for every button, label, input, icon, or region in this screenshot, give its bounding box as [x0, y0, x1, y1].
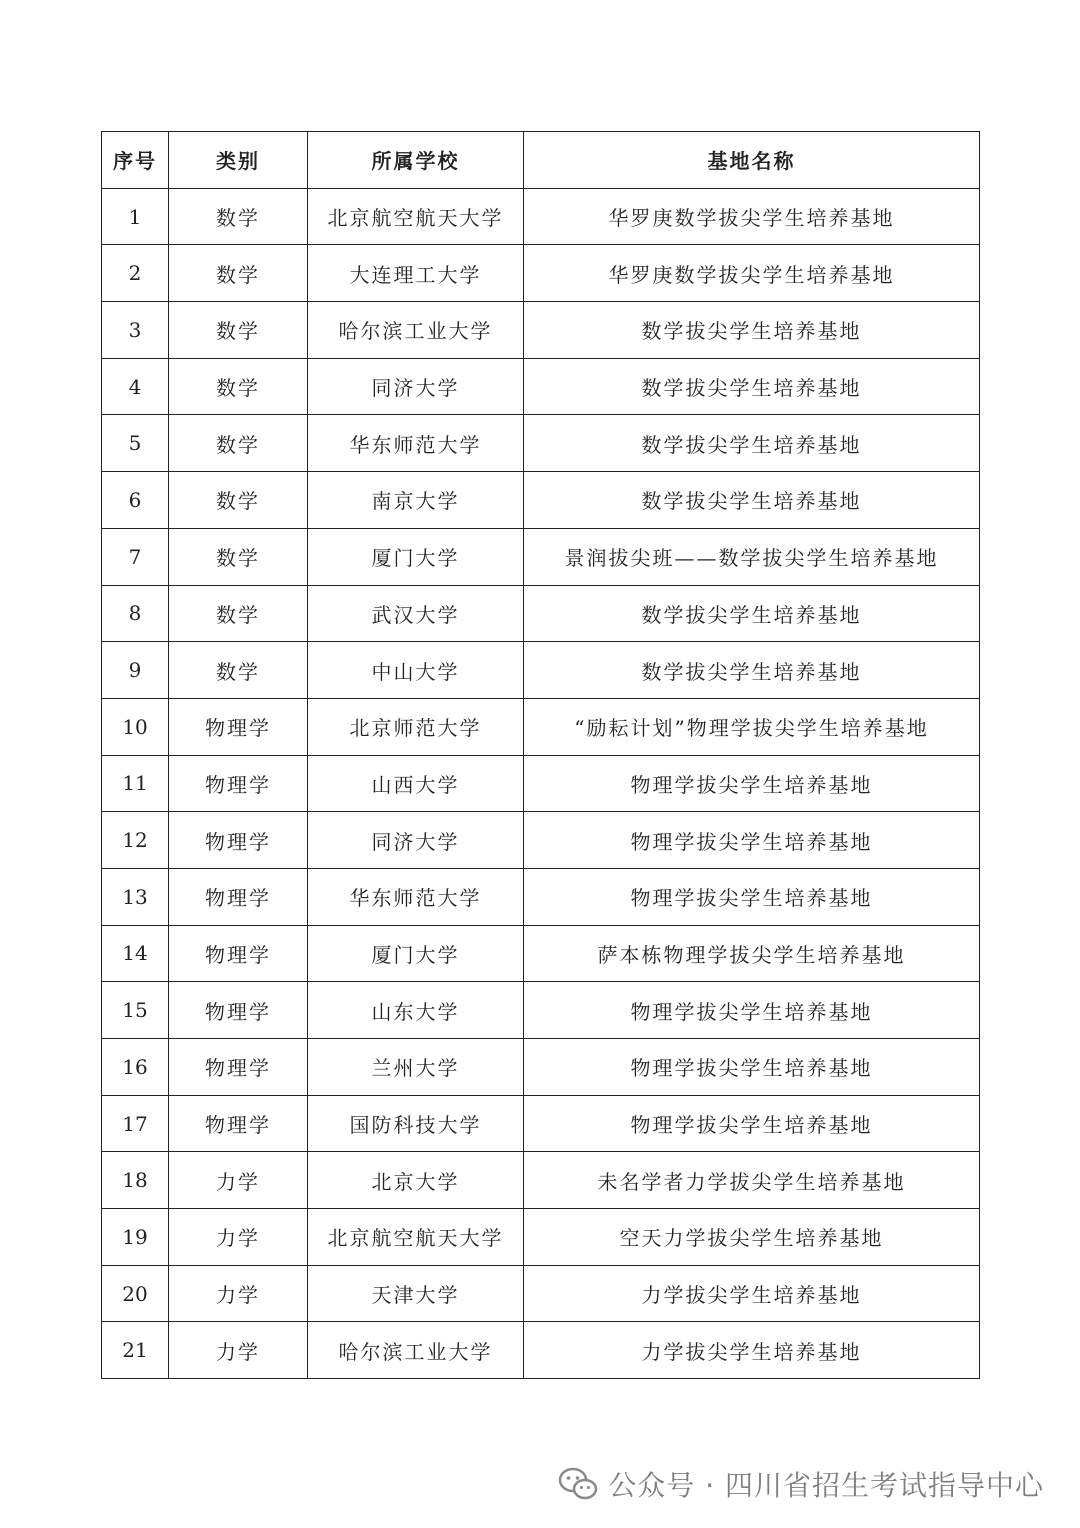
header-category: 类别 — [169, 132, 308, 189]
cell-index: 13 — [102, 868, 169, 925]
cell-index: 10 — [102, 698, 169, 755]
cell-index: 6 — [102, 472, 169, 529]
cell-school: 哈尔滨工业大学 — [308, 302, 524, 359]
cell-base-name: 华罗庚数学拔尖学生培养基地 — [524, 245, 980, 302]
cell-school: 国防科技大学 — [308, 1095, 524, 1152]
table-body — [102, 188, 980, 1378]
table-row — [102, 415, 980, 472]
cell-school: 华东师范大学 — [308, 868, 524, 925]
cell-school: 兰州大学 — [308, 1039, 524, 1096]
cell-category: 力学 — [169, 1265, 308, 1322]
table-row — [102, 925, 980, 982]
base-list-table — [101, 131, 980, 1379]
cell-school: 北京航空航天大学 — [308, 1209, 524, 1266]
cell-category: 物理学 — [169, 925, 308, 982]
cell-category: 数学 — [169, 188, 308, 245]
cell-category: 物理学 — [169, 812, 308, 869]
header-index: 序号 — [102, 132, 169, 189]
table-row — [102, 528, 980, 585]
cell-category: 数学 — [169, 358, 308, 415]
table-row — [102, 698, 980, 755]
cell-category: 物理学 — [169, 1039, 308, 1096]
cell-school: 北京大学 — [308, 1152, 524, 1209]
cell-category: 物理学 — [169, 1095, 308, 1152]
cell-category: 物理学 — [169, 868, 308, 925]
table-row — [102, 302, 980, 359]
table-row — [102, 812, 980, 869]
cell-index: 8 — [102, 585, 169, 642]
cell-base-name: 物理学拔尖学生培养基地 — [524, 812, 980, 869]
cell-index: 11 — [102, 755, 169, 812]
cell-base-name: “励耘计划”物理学拔尖学生培养基地 — [524, 698, 980, 755]
cell-index: 16 — [102, 1039, 169, 1096]
cell-base-name: 数学拔尖学生培养基地 — [524, 585, 980, 642]
cell-base-name: 物理学拔尖学生培养基地 — [524, 1095, 980, 1152]
table-row — [102, 642, 980, 699]
cell-index: 4 — [102, 358, 169, 415]
cell-index: 3 — [102, 302, 169, 359]
cell-index: 15 — [102, 982, 169, 1039]
cell-school: 北京航空航天大学 — [308, 188, 524, 245]
table-row — [102, 1322, 980, 1379]
cell-category: 力学 — [169, 1152, 308, 1209]
table-row — [102, 755, 980, 812]
cell-base-name: 未名学者力学拔尖学生培养基地 — [524, 1152, 980, 1209]
cell-base-name: 景润拔尖班——数学拔尖学生培养基地 — [524, 528, 980, 585]
table-row — [102, 188, 980, 245]
cell-base-name: 数学拔尖学生培养基地 — [524, 302, 980, 359]
table-row — [102, 245, 980, 302]
table-row — [102, 1095, 980, 1152]
cell-category: 数学 — [169, 585, 308, 642]
cell-base-name: 力学拔尖学生培养基地 — [524, 1322, 980, 1379]
cell-school: 中山大学 — [308, 642, 524, 699]
cell-index: 9 — [102, 642, 169, 699]
cell-base-name: 数学拔尖学生培养基地 — [524, 415, 980, 472]
table-row — [102, 472, 980, 529]
cell-category: 物理学 — [169, 755, 308, 812]
wechat-icon — [558, 1467, 598, 1501]
cell-index: 17 — [102, 1095, 169, 1152]
cell-school: 北京师范大学 — [308, 698, 524, 755]
cell-base-name: 萨本栋物理学拔尖学生培养基地 — [524, 925, 980, 982]
cell-category: 数学 — [169, 528, 308, 585]
cell-school: 厦门大学 — [308, 528, 524, 585]
cell-base-name: 物理学拔尖学生培养基地 — [524, 868, 980, 925]
cell-base-name: 力学拔尖学生培养基地 — [524, 1265, 980, 1322]
table-row — [102, 585, 980, 642]
cell-category: 数学 — [169, 642, 308, 699]
cell-school: 山西大学 — [308, 755, 524, 812]
cell-school: 武汉大学 — [308, 585, 524, 642]
cell-base-name: 物理学拔尖学生培养基地 — [524, 1039, 980, 1096]
cell-index: 19 — [102, 1209, 169, 1266]
table-row — [102, 1039, 980, 1096]
cell-index: 12 — [102, 812, 169, 869]
cell-category: 力学 — [169, 1322, 308, 1379]
table-row — [102, 1265, 980, 1322]
cell-category: 数学 — [169, 415, 308, 472]
table-row — [102, 868, 980, 925]
cell-school: 天津大学 — [308, 1265, 524, 1322]
cell-index: 2 — [102, 245, 169, 302]
cell-school: 南京大学 — [308, 472, 524, 529]
watermark-text: 公众号 · 四川省招生考试指导中心 — [608, 1469, 1044, 1502]
cell-index: 1 — [102, 188, 169, 245]
cell-base-name: 华罗庚数学拔尖学生培养基地 — [524, 188, 980, 245]
header-school: 所属学校 — [308, 132, 524, 189]
cell-category: 数学 — [169, 472, 308, 529]
cell-category: 物理学 — [169, 698, 308, 755]
cell-index: 5 — [102, 415, 169, 472]
cell-index: 21 — [102, 1322, 169, 1379]
cell-base-name: 数学拔尖学生培养基地 — [524, 642, 980, 699]
cell-base-name: 物理学拔尖学生培养基地 — [524, 982, 980, 1039]
cell-index: 20 — [102, 1265, 169, 1322]
table-header-row — [102, 132, 980, 189]
table-row — [102, 358, 980, 415]
cell-base-name: 数学拔尖学生培养基地 — [524, 472, 980, 529]
cell-school: 华东师范大学 — [308, 415, 524, 472]
cell-school: 哈尔滨工业大学 — [308, 1322, 524, 1379]
cell-base-name: 空天力学拔尖学生培养基地 — [524, 1209, 980, 1266]
cell-school: 山东大学 — [308, 982, 524, 1039]
cell-school: 大连理工大学 — [308, 245, 524, 302]
header-base-name: 基地名称 — [524, 132, 980, 189]
table-row — [102, 1209, 980, 1266]
cell-index: 7 — [102, 528, 169, 585]
table-row — [102, 1152, 980, 1209]
cell-category: 数学 — [169, 302, 308, 359]
cell-category: 数学 — [169, 245, 308, 302]
cell-index: 14 — [102, 925, 169, 982]
cell-school: 同济大学 — [308, 358, 524, 415]
cell-base-name: 数学拔尖学生培养基地 — [524, 358, 980, 415]
cell-category: 物理学 — [169, 982, 308, 1039]
cell-base-name: 物理学拔尖学生培养基地 — [524, 755, 980, 812]
cell-category: 力学 — [169, 1209, 308, 1266]
table-row — [102, 982, 980, 1039]
watermark — [558, 1462, 1044, 1506]
cell-index: 18 — [102, 1152, 169, 1209]
cell-school: 同济大学 — [308, 812, 524, 869]
cell-school: 厦门大学 — [308, 925, 524, 982]
